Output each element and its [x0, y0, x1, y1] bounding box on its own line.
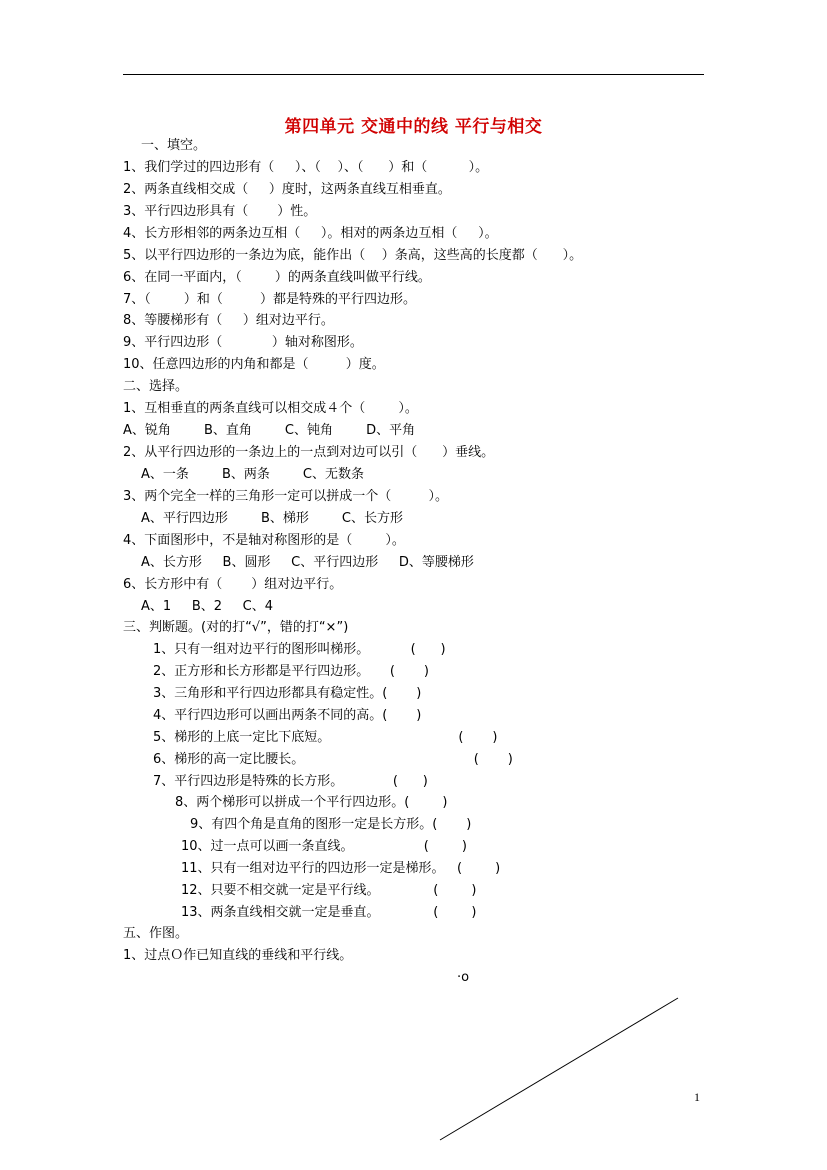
worksheet-line: 5、梯形的上底一定比下底短。 ( ) — [153, 730, 498, 745]
worksheet-line: 8、等腰梯形有（ ）组对边平行。 — [123, 313, 334, 328]
worksheet-line: A、长方形 B、圆形 C、平行四边形 D、等腰梯形 — [141, 555, 474, 570]
worksheet-line: 8、两个梯形可以拼成一个平行四边形。( ) — [175, 795, 448, 810]
worksheet-line: 7、平行四边形是特殊的长方形。 ( ) — [153, 774, 428, 789]
worksheet-line: 6、长方形中有（ ）组对边平行。 — [123, 577, 343, 592]
worksheet-line: 4、平行四边形可以画出两条不同的高。( ) — [153, 708, 422, 723]
page-title: 第四单元 交通中的线 平行与相交 — [284, 117, 543, 137]
worksheet-line: 三、判断题。(对的打“√”，错的打“×”) — [123, 620, 349, 635]
worksheet-line: 2、从平行四边形的一条边上的一点到对边可以引（ ）垂线。 — [123, 445, 495, 460]
worksheet-line: 10、过一点可以画一条直线。 ( ) — [181, 839, 467, 854]
worksheet-line: 1、互相垂直的两条直线可以相交成４个（ ）。 — [123, 401, 418, 416]
page-number: 1 — [694, 1090, 700, 1104]
worksheet-line: 1、只有一组对边平行的图形叫梯形。 ( ) — [153, 642, 446, 657]
worksheet-line: 3、两个完全一样的三角形一定可以拼成一个（ ）。 — [123, 489, 448, 504]
worksheet-line: 10、任意四边形的内角和都是（ ）度。 — [123, 357, 385, 372]
worksheet-line: 1、我们学过的四边形有（ ）、（ ）、（ ）和（ ）。 — [123, 160, 489, 175]
worksheet-line: 6、梯形的高一定比腰长。 ( ) — [153, 752, 513, 767]
worksheet-line: A、平行四边形 B、梯形 C、长方形 — [141, 511, 404, 526]
worksheet-line: 6、在同一平面内，（ ）的两条直线叫做平行线。 — [123, 270, 431, 285]
worksheet-line: 5、以平行四边形的一条边为底，能作出（ ）条高，这些高的长度都（ ）。 — [123, 248, 583, 263]
worksheet-line: 2、两条直线相交成（ ）度时，这两条直线互相垂直。 — [123, 182, 451, 197]
worksheet-line: 4、长方形相邻的两条边互相（ ）。相对的两条边互相（ ）。 — [123, 226, 498, 241]
given-line — [440, 998, 678, 1140]
worksheet-line: 一、填空。 — [141, 138, 207, 153]
worksheet-line: A、一条 B、两条 C、无数条 — [141, 467, 365, 482]
worksheet-line: 五、作图。 — [123, 926, 189, 941]
worksheet-line: 4、下面图形中，不是轴对称图形的是（ ）。 — [123, 533, 405, 548]
worksheet-line: 7、（ ）和（ ）都是特殊的平行四边形。 — [123, 292, 417, 307]
worksheet-line: 1、过点Ｏ作已知直线的垂线和平行线。 — [123, 948, 353, 963]
worksheet-line: 13、两条直线相交就一定是垂直。 ( ) — [181, 905, 477, 920]
worksheet-line: A、锐角 B、直角 C、钝角 D、平角 — [123, 423, 416, 438]
worksheet-line: 11、只有一组对边平行的四边形一定是梯形。 ( ) — [181, 861, 501, 876]
worksheet-line: 9、平行四边形（ ）轴对称图形。 — [123, 335, 363, 350]
worksheet-line: 12、只要不相交就一定是平行线。 ( ) — [181, 883, 477, 898]
worksheet-line: 3、平行四边形具有（ ）性。 — [123, 204, 317, 219]
worksheet-line: 3、三角形和平行四边形都具有稳定性。( ) — [153, 686, 422, 701]
point-o-label: ·o — [457, 970, 470, 985]
worksheet-line: 2、正方形和长方形都是平行四边形。 ( ) — [153, 664, 430, 679]
worksheet-line: 二、选择。 — [123, 379, 189, 394]
worksheet-line: 9、有四个角是直角的图形一定是长方形。( ) — [190, 817, 472, 832]
worksheet-line: A、1 B、2 C、4 — [141, 599, 274, 614]
